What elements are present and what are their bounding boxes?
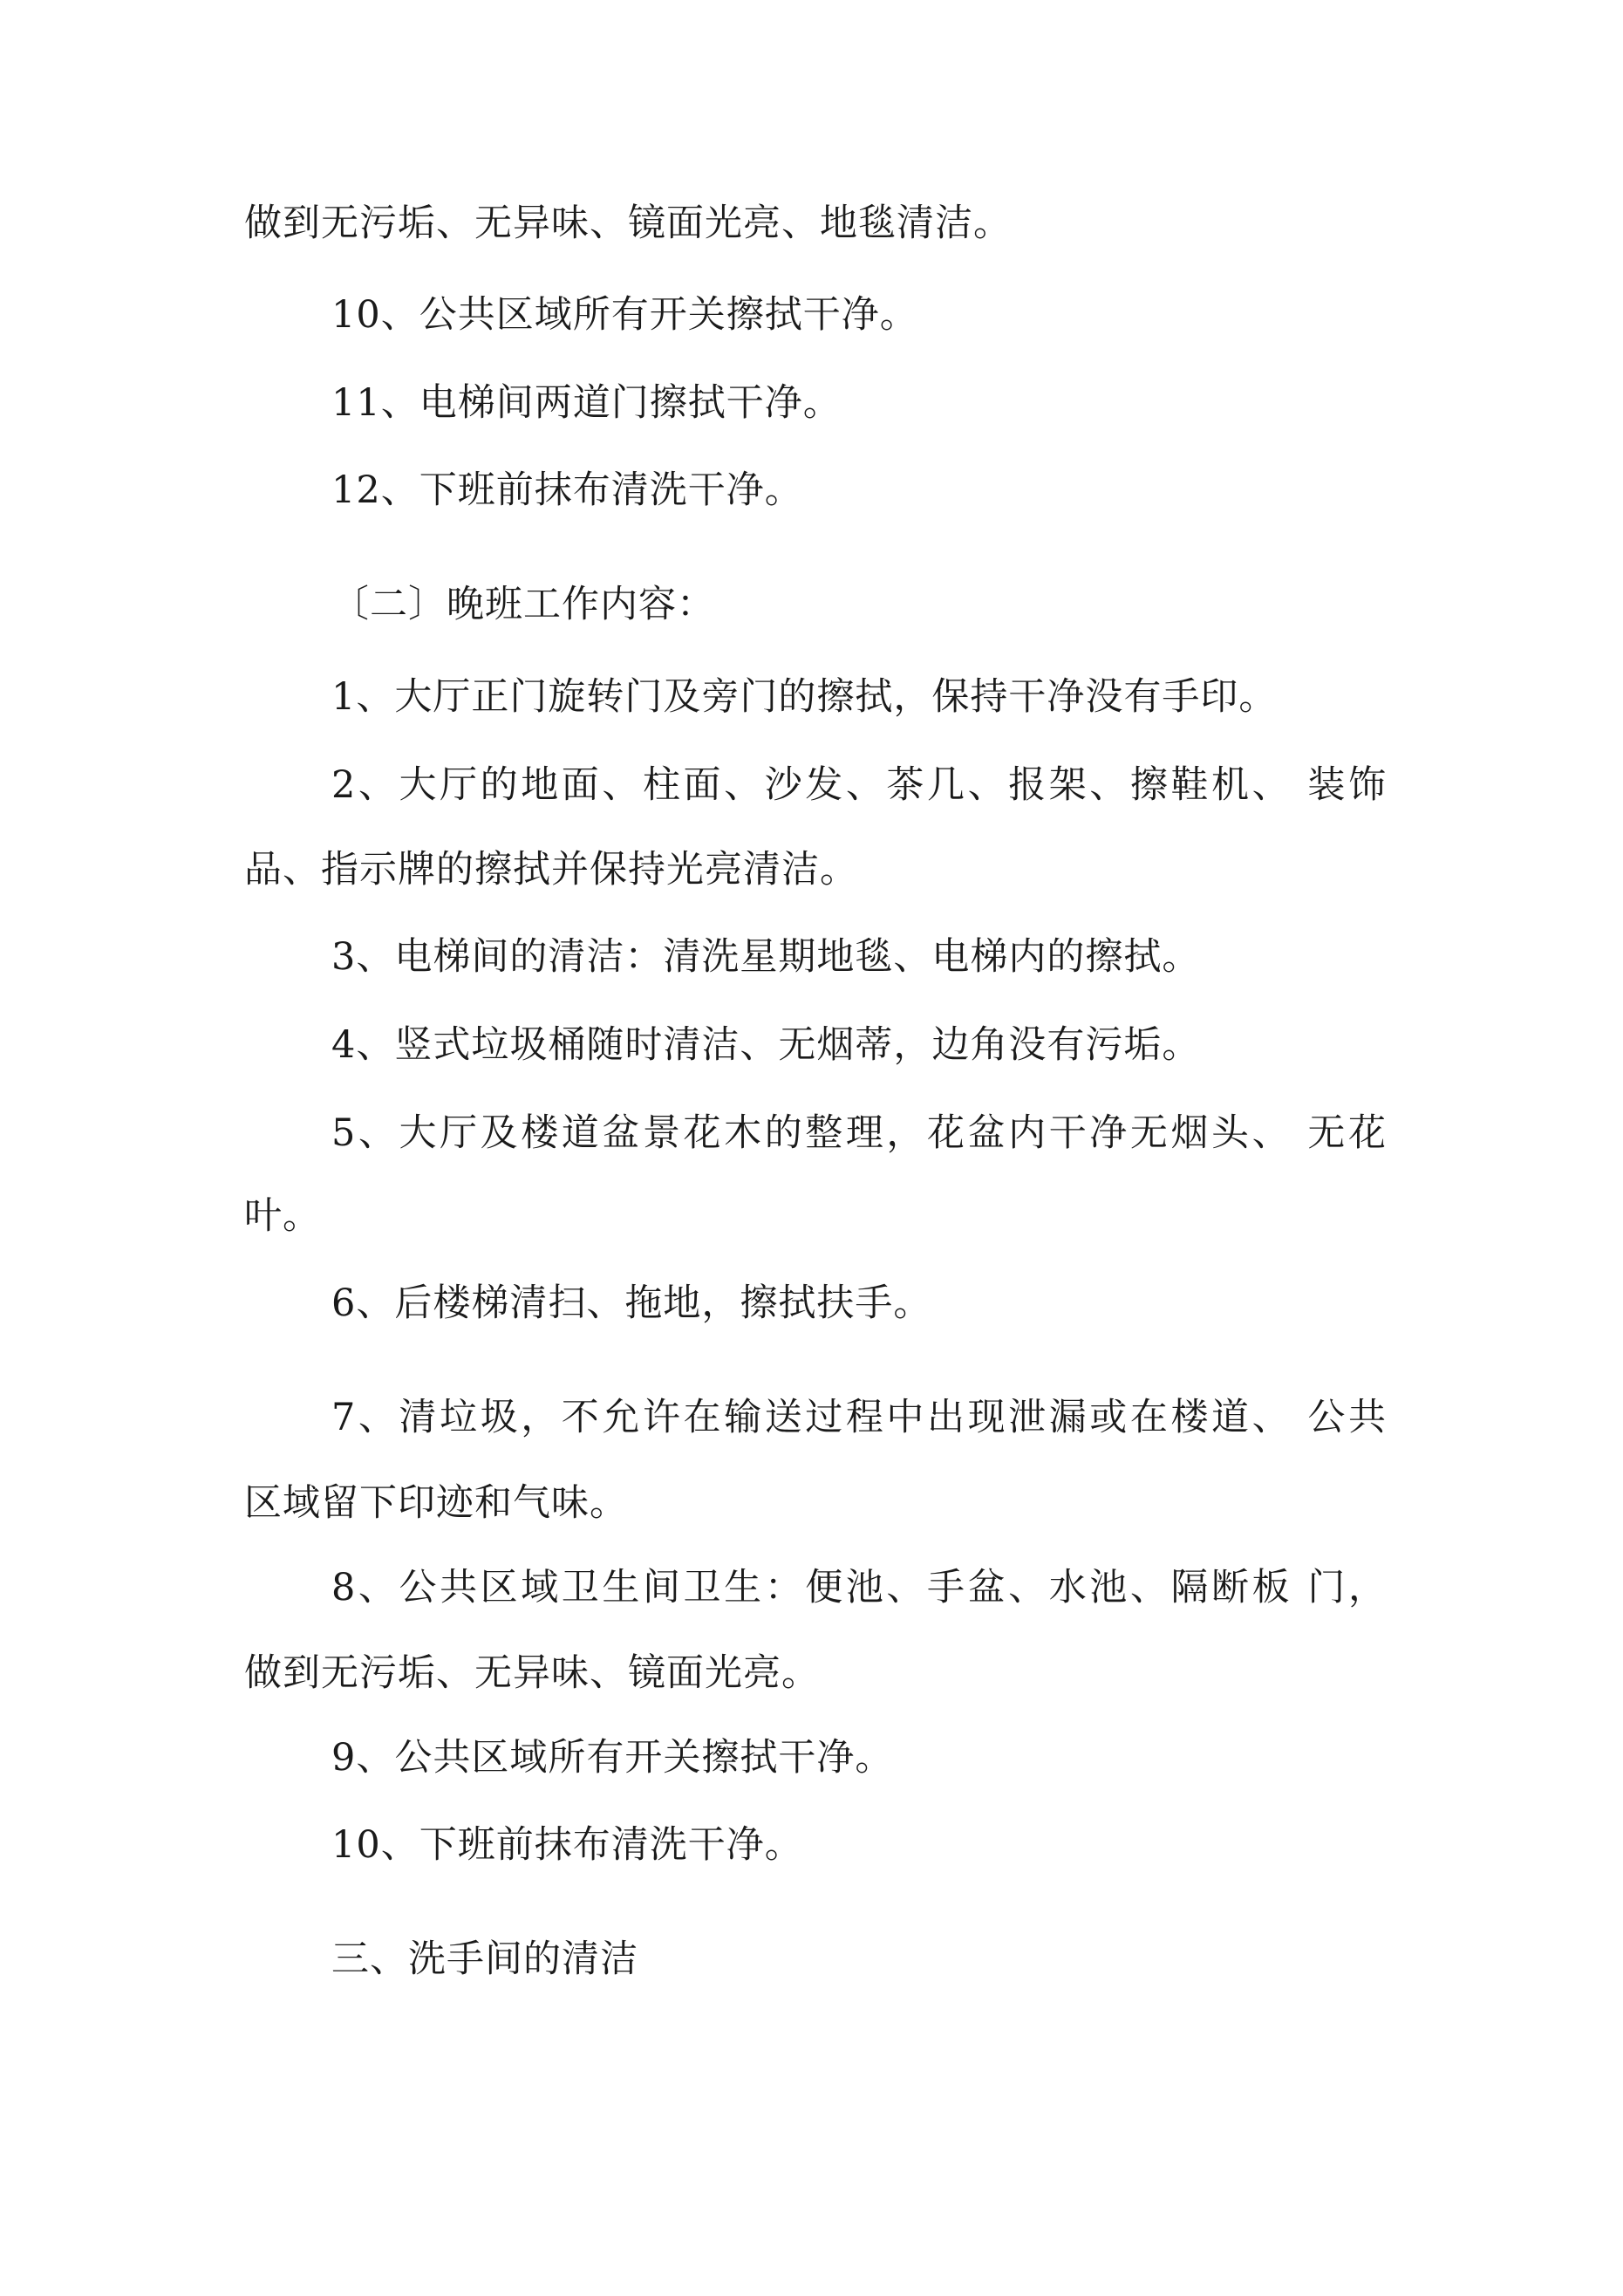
list-item-8-evening-line-1: 8、公共区域卫生间卫生：便池、手盆、水池、隔断板 门， [331, 1566, 1387, 1609]
list-item-10-evening: 10、下班前抹布清洗干净。 [331, 1823, 803, 1867]
list-item-5-evening-line-1: 5、大厅及楼道盆景花木的整理，花盆内干净无烟头、 无花 [331, 1111, 1387, 1155]
list-item-11-morning: 11、电梯间两道门擦拭干净。 [331, 381, 842, 425]
list-item-10-morning: 10、公共区域所有开关擦拭干净。 [331, 293, 918, 337]
list-item-7-evening-line-1: 7、清垃圾，不允许在输送过程中出现泄漏或在楼道、 公共 [331, 1396, 1387, 1439]
section-heading-evening-shift: 〔二〕晚班工作内容： [331, 583, 715, 626]
list-item-9-evening: 9、公共区域所有开关擦拭干净。 [331, 1736, 894, 1780]
section-heading-restroom-cleaning: 三、洗手间的清洁 [331, 1937, 638, 1981]
list-item-2-evening-line-2: 品、指示牌的擦拭并保持光亮清洁。 [244, 848, 858, 892]
list-item-7-evening-line-2: 区域留下印迹和气味。 [244, 1481, 628, 1525]
text-line-continuation-1: 做到无污垢、无异味、镜面光亮、地毯清洁。 [244, 202, 1012, 245]
list-item-12-morning: 12、下班前抹布清洗干净。 [331, 468, 803, 512]
list-item-4-evening: 4、竖式垃圾桶随时清洁、无烟蒂，边角没有污垢。 [331, 1023, 1201, 1067]
list-item-8-evening-line-2: 做到无污垢、无异味、镜面光亮。 [244, 1651, 820, 1695]
list-item-1-evening: 1、大厅正门旋转门及旁门的擦拭，保持干净没有手印。 [331, 675, 1278, 719]
list-item-5-evening-line-2: 叶。 [244, 1194, 321, 1238]
list-item-6-evening: 6、后楼梯清扫、拖地，擦拭扶手。 [331, 1281, 932, 1325]
list-item-2-evening-line-1: 2、大厅的地面、柱面、沙发、茶几、报架、擦鞋机、 装饰 [331, 763, 1387, 807]
list-item-3-evening: 3、电梯间的清洁：清洗星期地毯、电梯内的擦拭。 [331, 935, 1201, 979]
